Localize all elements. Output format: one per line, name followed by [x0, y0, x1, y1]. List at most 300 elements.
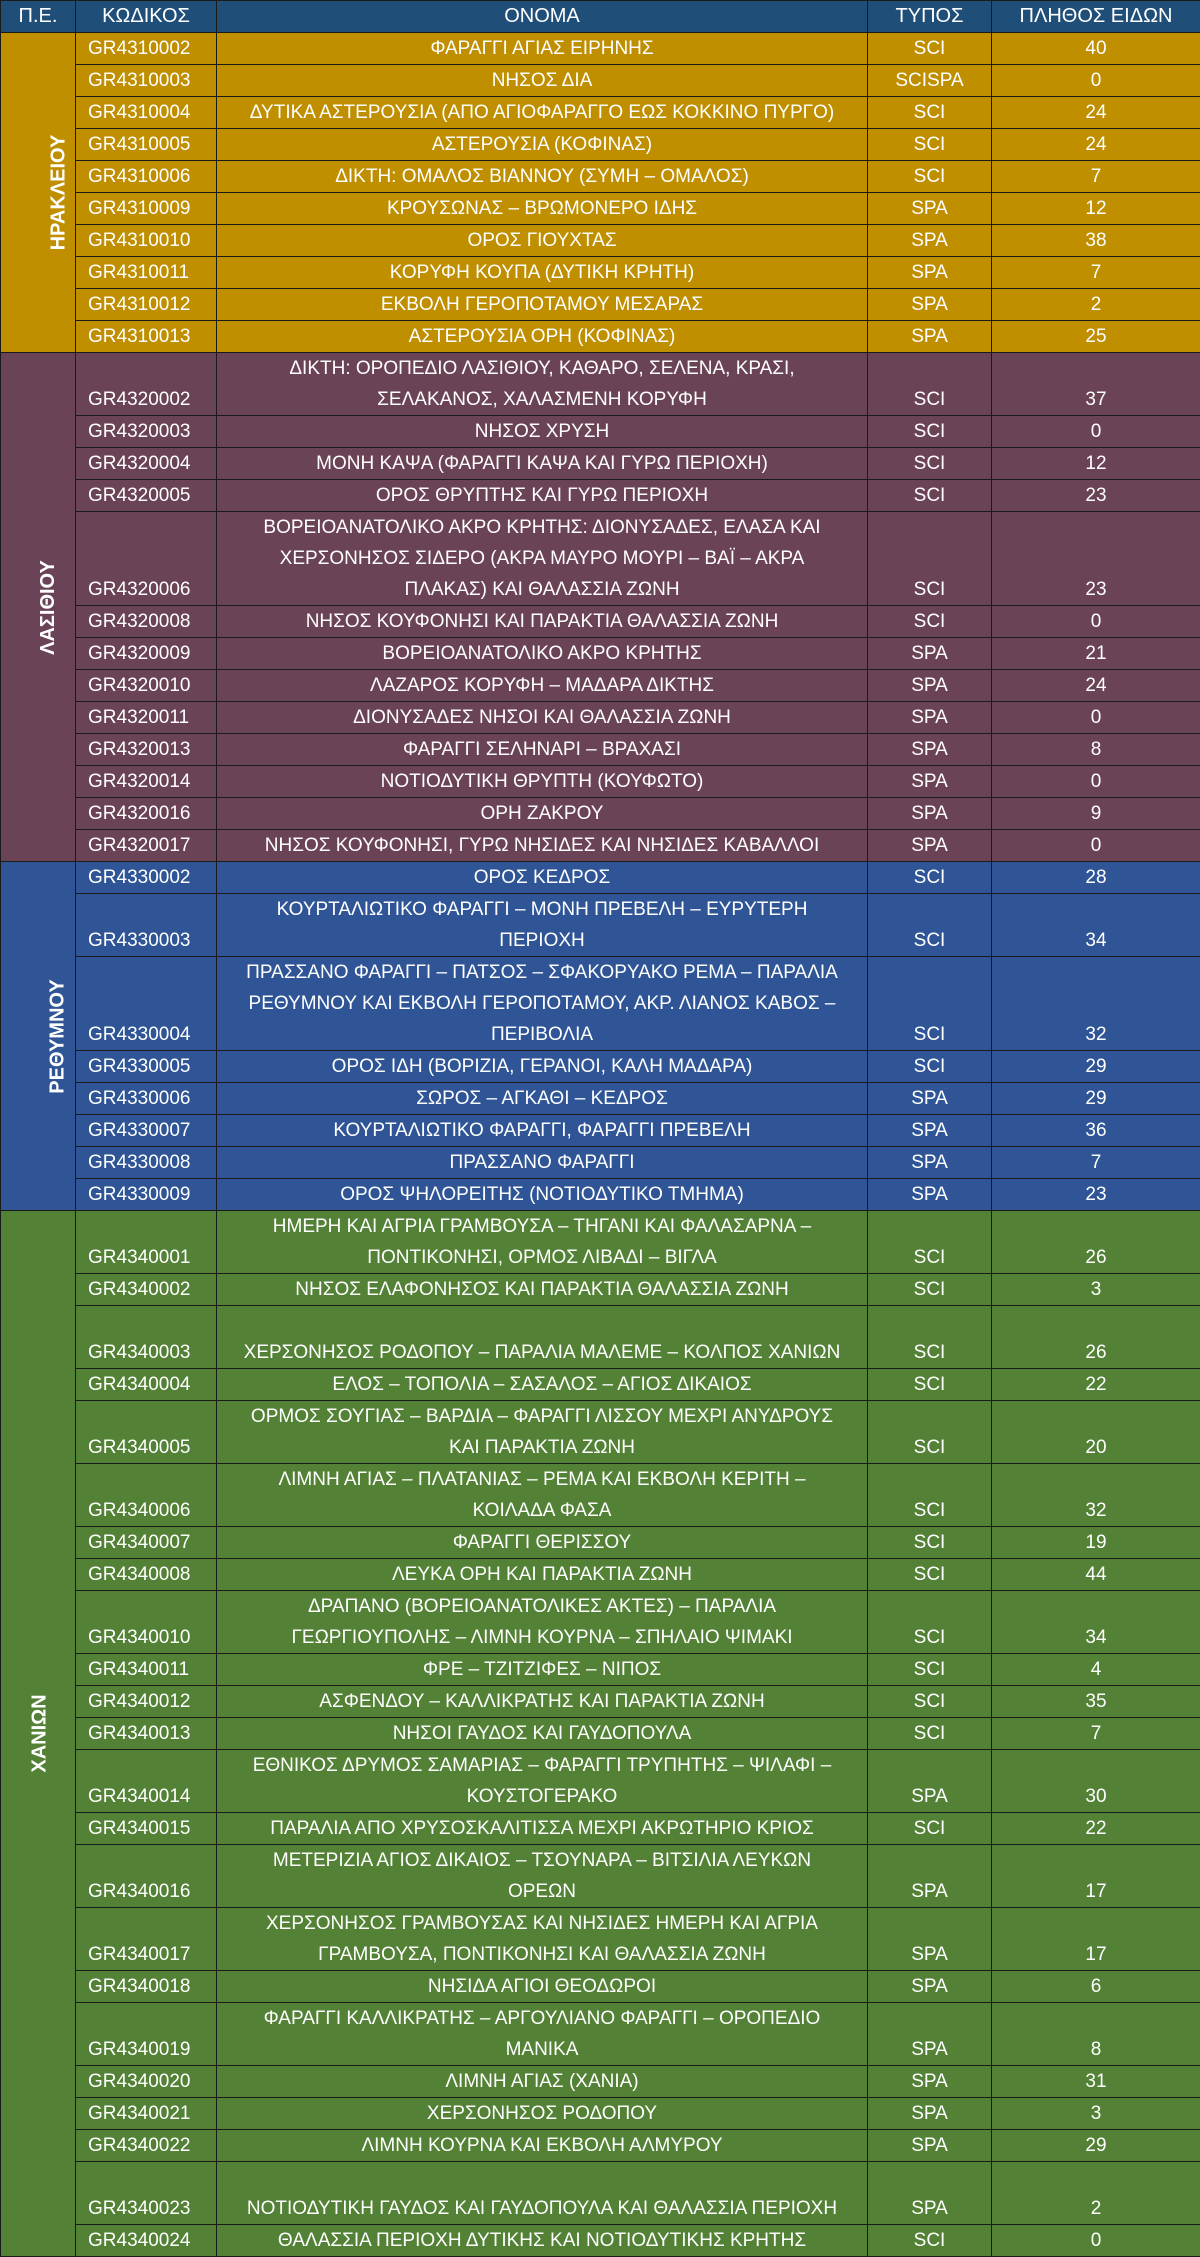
site-name: [217, 1718, 868, 1750]
site-name: [217, 2162, 868, 2225]
site-code: GR4340010: [76, 1591, 217, 1654]
site-name: [217, 1211, 868, 1274]
site-code: GR4320002: [76, 353, 217, 416]
table-row: [1, 1179, 1200, 1211]
site-type: SPA: [868, 830, 992, 862]
table-row: [1, 1686, 1200, 1718]
species-count: 23: [992, 512, 1200, 606]
site-code: GR4340014: [76, 1750, 217, 1813]
site-code: GR4310003: [76, 65, 217, 97]
species-count: 7: [992, 257, 1200, 289]
site-name-line: ΝΗΣΟΣ ΚΟΥΦΟΝΗΣΙ, ΓΥΡΩ ΝΗΣΙΔΕΣ ΚΑΙ ΝΗΣΙΔΕΣ ΚΑΒΑΛΛΟΙ: [217, 830, 867, 861]
table-row: [1, 2066, 1200, 2098]
site-code: GR4340019: [76, 2003, 217, 2066]
site-code: GR4320011: [76, 702, 217, 734]
site-name-line: ΛΙΜΝΗ ΚΟΥΡΝΑ ΚΑΙ ΕΚΒΟΛΗ ΑΛΜΥΡΟΥ: [217, 2130, 867, 2161]
table-row: [1, 1654, 1200, 1686]
table-row: [1, 1813, 1200, 1845]
site-name: [217, 1686, 868, 1718]
species-count: 25: [992, 321, 1200, 353]
site-name: [217, 193, 868, 225]
species-count: 29: [992, 1051, 1200, 1083]
site-name-line: ΚΟΥΡΤΑΛΙΩΤΙΚΟ ΦΑΡΑΓΓΙ – ΜΟΝΗ ΠΡΕΒΕΛΗ – ΕΥΡΥΤΕΡΗ: [217, 894, 867, 925]
species-count: 8: [992, 734, 1200, 766]
table-row: [1, 416, 1200, 448]
site-name-line: ΟΡΕΩΝ: [217, 1876, 867, 1907]
species-count: 7: [992, 161, 1200, 193]
site-name: [217, 1971, 868, 2003]
site-name: [217, 862, 868, 894]
site-type: SCI: [868, 1051, 992, 1083]
region-cell: [1, 353, 76, 862]
site-code: GR4330007: [76, 1115, 217, 1147]
table-row: [1, 353, 1200, 416]
site-name: [217, 606, 868, 638]
species-count: 0: [992, 702, 1200, 734]
species-count: 0: [992, 65, 1200, 97]
site-type: SPA: [868, 638, 992, 670]
header-count: ΠΛΗΘΟΣ ΕΙΔΩΝ: [992, 1, 1200, 33]
site-type: SCI: [868, 1718, 992, 1750]
site-name-line: ΠΕΡΙΟΧΗ: [217, 925, 867, 956]
species-count: 29: [992, 2130, 1200, 2162]
site-type: SCI: [868, 1464, 992, 1527]
site-type: SCI: [868, 512, 992, 606]
table-row: [1, 2225, 1200, 2257]
site-type: SPA: [868, 670, 992, 702]
site-type: SPA: [868, 1971, 992, 2003]
site-name-line: ΑΣΦΕΝΔΟΥ – ΚΑΛΛΙΚΡΑΤΗΣ ΚΑΙ ΠΑΡΑΚΤΙΑ ΖΩΝΗ: [217, 1686, 867, 1717]
site-code: GR4320003: [76, 416, 217, 448]
site-code: GR4310010: [76, 225, 217, 257]
site-name-line: ΔΙΟΝΥΣΑΔΕΣ ΝΗΣΟΙ ΚΑΙ ΘΑΛΑΣΣΙΑ ΖΩΝΗ: [217, 702, 867, 733]
species-count: 26: [992, 1211, 1200, 1274]
site-code: GR4320014: [76, 766, 217, 798]
site-name-line: ΟΡΜΟΣ ΣΟΥΓΙΑΣ – ΒΑΡΔΙΑ – ΦΑΡΑΓΓΙ ΛΙΣΣΟΥ ΜΕΧΡΙ ΑΝΥΔΡΟΥΣ: [217, 1401, 867, 1432]
site-type: SPA: [868, 2130, 992, 2162]
species-count: 32: [992, 957, 1200, 1051]
site-type: SPA: [868, 321, 992, 353]
site-name: [217, 321, 868, 353]
site-name: [217, 2066, 868, 2098]
site-code: GR4330008: [76, 1147, 217, 1179]
species-count: 4: [992, 1654, 1200, 1686]
site-name: [217, 1908, 868, 1971]
site-name: [217, 2225, 868, 2257]
site-name-line: ΝΗΣΟΣ ΧΡΥΣΗ: [217, 416, 867, 447]
site-name: [217, 2098, 868, 2130]
species-count: 2: [992, 289, 1200, 321]
site-name: [217, 353, 868, 416]
table-row: [1, 830, 1200, 862]
table-row: [1, 33, 1200, 65]
site-code: GR4340003: [76, 1306, 217, 1369]
species-count: 2: [992, 2162, 1200, 2225]
table-row: [1, 129, 1200, 161]
site-code: GR4340005: [76, 1401, 217, 1464]
species-count: 12: [992, 448, 1200, 480]
table-row: [1, 448, 1200, 480]
site-code: GR4340023: [76, 2162, 217, 2225]
species-count: 38: [992, 225, 1200, 257]
site-type: SCI: [868, 1401, 992, 1464]
site-type: SPA: [868, 798, 992, 830]
site-type: SCISPA: [868, 65, 992, 97]
site-name-line: ΦΑΡΑΓΓΙ ΚΑΛΛΙΚΡΑΤΗΣ – ΑΡΓΟΥΛΙΑΝΟ ΦΑΡΑΓΓΙ – ΟΡΟΠΕΔΙΟ: [217, 2003, 867, 2034]
site-name-line: ΠΛΑΚΑΣ) ΚΑΙ ΘΑΛΑΣΣΙΑ ΖΩΝΗ: [217, 574, 867, 605]
species-count: 26: [992, 1306, 1200, 1369]
species-count: 23: [992, 480, 1200, 512]
site-type: SCI: [868, 1591, 992, 1654]
table-row: [1, 1306, 1200, 1369]
site-code: GR4330006: [76, 1083, 217, 1115]
site-code: GR4330005: [76, 1051, 217, 1083]
site-name-line: ΔΥΤΙΚΑ ΑΣΤΕΡΟΥΣΙΑ (ΑΠΟ ΑΓΙΟΦΑΡΑΓΓΟ ΕΩΣ ΚΟΚΚΙΝΟ ΠΥΡΓΟ): [217, 97, 867, 128]
site-code: GR4340004: [76, 1369, 217, 1401]
table-row: [1, 2003, 1200, 2066]
header-name: ΟΝΟΜΑ: [217, 1, 868, 33]
species-count: 36: [992, 1115, 1200, 1147]
site-type: SCI: [868, 353, 992, 416]
site-name-line: ΟΡΗ ΖΑΚΡΟΥ: [217, 798, 867, 829]
table-row: [1, 766, 1200, 798]
species-count: 24: [992, 129, 1200, 161]
site-name-line: ΦΑΡΑΓΓΙ ΘΕΡΙΣΣΟΥ: [217, 1527, 867, 1558]
table-row: [1, 1115, 1200, 1147]
site-type: SPA: [868, 193, 992, 225]
site-name-line: ΚΟΙΛΑΔΑ ΦΑΣΑ: [217, 1495, 867, 1526]
table-row: [1, 65, 1200, 97]
site-name-line: ΠΡΑΣΣΑΝΟ ΦΑΡΑΓΓΙ: [217, 1147, 867, 1178]
site-code: GR4320006: [76, 512, 217, 606]
site-name-line: ΠΑΡΑΛΙΑ ΑΠΟ ΧΡΥΣΟΣΚΑΛΙΤΙΣΣΑ ΜΕΧΡΙ ΑΚΡΩΤΗΡΙΟ ΚΡΙΟΣ: [217, 1813, 867, 1844]
site-name-line: ΕΛΟΣ – ΤΟΠΟΛΙΑ – ΣΑΣΑΛΟΣ – ΑΓΙΟΣ ΔΙΚΑΙΟΣ: [217, 1369, 867, 1400]
species-count: 17: [992, 1845, 1200, 1908]
site-type: SCI: [868, 416, 992, 448]
site-code: GR4340016: [76, 1845, 217, 1908]
table-row: [1, 638, 1200, 670]
site-name: [217, 1179, 868, 1211]
site-name-line: ΜΟΝΗ ΚΑΨΑ (ΦΑΡΑΓΓΙ ΚΑΨΑ ΚΑΙ ΓΥΡΩ ΠΕΡΙΟΧΗ): [217, 448, 867, 479]
site-code: GR4310013: [76, 321, 217, 353]
region-label: ΛΑΣΙΘΙΟΥ: [33, 560, 64, 655]
site-name-line: ΣΕΛΑΚΑΝΟΣ, ΧΑΛΑΣΜΕΝΗ ΚΟΡΥΦΗ: [217, 384, 867, 415]
site-name-line: ΧΕΡΣΟΝΗΣΟΣ ΓΡΑΜΒΟΥΣΑΣ ΚΑΙ ΝΗΣΙΔΕΣ ΗΜΕΡΗ ΚΑΙ ΑΓΡΙΑ: [217, 1908, 867, 1939]
table-row: [1, 1147, 1200, 1179]
table-row: [1, 1750, 1200, 1813]
site-name: [217, 448, 868, 480]
site-name: [217, 1559, 868, 1591]
species-count: 22: [992, 1369, 1200, 1401]
species-count: 7: [992, 1718, 1200, 1750]
table-row: [1, 2098, 1200, 2130]
site-code: GR4340024: [76, 2225, 217, 2257]
site-code: GR4340021: [76, 2098, 217, 2130]
site-name-line: ΔΙΚΤΗ: ΟΡΟΠΕΔΙΟ ΛΑΣΙΘΙΟΥ, ΚΑΘΑΡΟ, ΣΕΛΕΝΑ, ΚΡΑΣΙ,: [217, 353, 867, 384]
site-name: [217, 2130, 868, 2162]
site-type: SCI: [868, 1559, 992, 1591]
site-name-line: ΧΕΡΣΟΝΗΣΟΣ ΡΟΔΟΠΟΥ – ΠΑΡΑΛΙΑ ΜΑΛΕΜΕ – ΚΟΛΠΟΣ ΧΑΝΙΩΝ: [217, 1337, 867, 1368]
site-name: [217, 957, 868, 1051]
site-code: GR4340018: [76, 1971, 217, 2003]
site-code: GR4340017: [76, 1908, 217, 1971]
table-row: [1, 670, 1200, 702]
site-name-line: ΦΑΡΑΓΓΙ ΑΓΙΑΣ ΕΙΡΗΝΗΣ: [217, 33, 867, 64]
site-name-line: ΝΟΤΙΟΔΥΤΙΚΗ ΘΡΥΠΤΗ (ΚΟΥΦΩΤΟ): [217, 766, 867, 797]
site-name-line: ΛΕΥΚΑ ΟΡΗ ΚΑΙ ΠΑΡΑΚΤΙΑ ΖΩΝΗ: [217, 1559, 867, 1590]
site-code: GR4320013: [76, 734, 217, 766]
site-type: SCI: [868, 129, 992, 161]
site-name: [217, 1115, 868, 1147]
header-type: ΤΥΠΟΣ: [868, 1, 992, 33]
site-name-line: ΝΗΣΟΣ ΔΙΑ: [217, 65, 867, 96]
site-type: SCI: [868, 1211, 992, 1274]
site-code: GR4340015: [76, 1813, 217, 1845]
site-name-line: ΟΡΟΣ ΨΗΛΟΡΕΙΤΗΣ (ΝΟΤΙΟΔΥΤΙΚΟ ΤΜΗΜΑ): [217, 1179, 867, 1210]
species-count: 35: [992, 1686, 1200, 1718]
table-row: [1, 1464, 1200, 1527]
site-name-line: ΛΙΜΝΗ ΑΓΙΑΣ (ΧΑΝΙΑ): [217, 2066, 867, 2097]
table-row: [1, 321, 1200, 353]
site-code: GR4320017: [76, 830, 217, 862]
header-pe: Π.Ε.: [1, 1, 76, 33]
site-type: SCI: [868, 957, 992, 1051]
site-name-line: ΟΡΟΣ ΙΔΗ (ΒΟΡΙΖΙΑ, ΓΕΡΑΝΟΙ, ΚΑΛΗ ΜΑΔΑΡΑ): [217, 1051, 867, 1082]
site-code: GR4310004: [76, 97, 217, 129]
site-type: SPA: [868, 1908, 992, 1971]
species-count: 21: [992, 638, 1200, 670]
site-type: SCI: [868, 1527, 992, 1559]
header-code: ΚΩΔΙΚΟΣ: [76, 1, 217, 33]
species-count: 19: [992, 1527, 1200, 1559]
site-name: [217, 1813, 868, 1845]
site-type: SCI: [868, 1813, 992, 1845]
table-row: [1, 97, 1200, 129]
site-type: SCI: [868, 448, 992, 480]
site-name-line: ΝΗΣΟΣ ΕΛΑΦΟΝΗΣΟΣ ΚΑΙ ΠΑΡΑΚΤΙΑ ΘΑΛΑΣΣΙΑ ΖΩΝΗ: [217, 1274, 867, 1305]
site-name-line: ΔΙΚΤΗ: ΟΜΑΛΟΣ ΒΙΑΝΝΟΥ (ΣΥΜΗ – ΟΜΑΛΟΣ): [217, 161, 867, 192]
site-code: GR4310012: [76, 289, 217, 321]
site-code: GR4310011: [76, 257, 217, 289]
species-count: 7: [992, 1147, 1200, 1179]
site-name-line: ΡΕΘΥΜΝΟΥ ΚΑΙ ΕΚΒΟΛΗ ΓΕΡΟΠΟΤΑΜΟΥ, ΑΚΡ. ΛΙΑΝΟΣ ΚΑΒΟΣ –: [217, 988, 867, 1019]
site-name: [217, 2003, 868, 2066]
site-type: SPA: [868, 1750, 992, 1813]
site-type: SPA: [868, 2162, 992, 2225]
site-type: SPA: [868, 1083, 992, 1115]
species-count: 31: [992, 2066, 1200, 2098]
site-name-line: ΝΗΣΙΔΑ ΑΓΙΟΙ ΘΕΟΔΩΡΟΙ: [217, 1971, 867, 2002]
site-type: SCI: [868, 894, 992, 957]
table-row: [1, 702, 1200, 734]
region-cell: [1, 33, 76, 353]
table-row: [1, 1401, 1200, 1464]
region-label: ΡΕΘΥΜΝΟΥ: [43, 979, 74, 1093]
site-type: SCI: [868, 1654, 992, 1686]
site-name: [217, 1274, 868, 1306]
species-count: 24: [992, 670, 1200, 702]
site-name-line: ΓΡΑΜΒΟΥΣΑ, ΠΟΝΤΙΚΟΝΗΣΙ ΚΑΙ ΘΑΛΑΣΣΙΑ ΖΩΝΗ: [217, 1939, 867, 1970]
site-name-line: ΦΑΡΑΓΓΙ ΣΕΛΗΝΑΡΙ – ΒΡΑΧΑΣΙ: [217, 734, 867, 765]
site-code: GR4310002: [76, 33, 217, 65]
site-name-line: ΝΗΣΟΣ ΚΟΥΦΟΝΗΣΙ ΚΑΙ ΠΑΡΑΚΤΙΑ ΘΑΛΑΣΣΙΑ ΖΩΝΗ: [217, 606, 867, 637]
site-type: SCI: [868, 606, 992, 638]
table-row: [1, 606, 1200, 638]
site-type: SPA: [868, 2003, 992, 2066]
site-code: GR4330009: [76, 1179, 217, 1211]
site-type: SPA: [868, 1845, 992, 1908]
site-type: SCI: [868, 862, 992, 894]
table-row: [1, 798, 1200, 830]
table-row: [1, 1527, 1200, 1559]
site-name: [217, 416, 868, 448]
site-name: [217, 830, 868, 862]
site-name: [217, 1464, 868, 1527]
site-code: GR4320005: [76, 480, 217, 512]
site-name: [217, 129, 868, 161]
site-code: GR4330003: [76, 894, 217, 957]
site-name-line: ΜΕΤΕΡΙΖΙΑ ΑΓΙΟΣ ΔΙΚΑΙΟΣ – ΤΣΟΥΝΑΡΑ – ΒΙΤΣΙΛΙΑ ΛΕΥΚΩΝ: [217, 1845, 867, 1876]
table-row: [1, 2130, 1200, 2162]
table-row: [1, 193, 1200, 225]
site-name-line: ΟΡΟΣ ΚΕΔΡΟΣ: [217, 862, 867, 893]
site-name: [217, 480, 868, 512]
site-type: SPA: [868, 1115, 992, 1147]
table-row: [1, 2162, 1200, 2225]
site-code: GR4340022: [76, 2130, 217, 2162]
species-count: 12: [992, 193, 1200, 225]
species-count: 0: [992, 606, 1200, 638]
site-name-line: ΟΡΟΣ ΘΡΥΠΤΗΣ ΚΑΙ ΓΥΡΩ ΠΕΡΙΟΧΗ: [217, 480, 867, 511]
site-name-line: ΛΑΖΑΡΟΣ ΚΟΡΥΦΗ – ΜΑΔΑΡΑ ΔΙΚΤΗΣ: [217, 670, 867, 701]
site-name-line: ΠΡΑΣΣΑΝΟ ΦΑΡΑΓΓΙ – ΠΑΤΣΟΣ – ΣΦΑΚΟΡΥΑΚΟ ΡΕΜΑ – ΠΑΡΑΛΙΑ: [217, 957, 867, 988]
site-name-line: ΣΩΡΟΣ – ΑΓΚΑΘΙ – ΚΕΔΡΟΣ: [217, 1083, 867, 1114]
species-count: 6: [992, 1971, 1200, 2003]
species-count: 8: [992, 2003, 1200, 2066]
site-name: [217, 1401, 868, 1464]
site-name-line: ΒΟΡΕΙΟΑΝΑΤΟΛΙΚΟ ΑΚΡΟ ΚΡΗΤΗΣ: ΔΙΟΝΥΣΑΔΕΣ, ΕΛΑΣΑ ΚΑΙ: [217, 512, 867, 543]
species-count: 23: [992, 1179, 1200, 1211]
species-count: 0: [992, 2225, 1200, 2257]
table-row: [1, 1274, 1200, 1306]
site-name: [217, 766, 868, 798]
site-type: SPA: [868, 257, 992, 289]
site-name-line: ΚΑΙ ΠΑΡΑΚΤΙΑ ΖΩΝΗ: [217, 1432, 867, 1463]
site-name-line: ΔΡΑΠΑΝΟ (ΒΟΡΕΙΟΑΝΑΤΟΛΙΚΕΣ ΑΚΤΕΣ) – ΠΑΡΑΛΙΑ: [217, 1591, 867, 1622]
region-label: ΗΡΑΚΛΕΙΟΥ: [43, 135, 74, 251]
species-count: 28: [992, 862, 1200, 894]
site-type: SPA: [868, 2066, 992, 2098]
site-name-line: ΗΜΕΡΗ ΚΑΙ ΑΓΡΙΑ ΓΡΑΜΒΟΥΣΑ – ΤΗΓΑΝΙ ΚΑΙ ΦΑΛΑΣΑΡΝΑ –: [217, 1211, 867, 1242]
site-code: GR4320016: [76, 798, 217, 830]
site-type: SPA: [868, 2098, 992, 2130]
site-code: GR4340001: [76, 1211, 217, 1274]
table-row: [1, 734, 1200, 766]
site-name: [217, 670, 868, 702]
table-row: [1, 894, 1200, 957]
site-name: [217, 1083, 868, 1115]
table-row: [1, 1908, 1200, 1971]
table-row: [1, 289, 1200, 321]
site-name-line: ΠΟΝΤΙΚΟΝΗΣΙ, ΟΡΜΟΣ ΛΙΒΑΔΙ – ΒΙΓΛΑ: [217, 1242, 867, 1273]
site-name: [217, 702, 868, 734]
site-code: GR4340002: [76, 1274, 217, 1306]
site-code: GR4340020: [76, 2066, 217, 2098]
species-count: 9: [992, 798, 1200, 830]
site-code: GR4320010: [76, 670, 217, 702]
site-name-line: ΧΕΡΣΟΝΗΣΟΣ ΡΟΔΟΠΟΥ: [217, 2098, 867, 2129]
site-code: GR4320004: [76, 448, 217, 480]
site-name: [217, 225, 868, 257]
site-name: [217, 161, 868, 193]
table-body: [1, 33, 1200, 2257]
header-row: [1, 1, 1200, 33]
site-name: [217, 512, 868, 606]
site-name-line: ΦΡΕ – ΤΖΙΤΖΙΦΕΣ – ΝΙΠΟΣ: [217, 1654, 867, 1685]
site-name-line: ΜΑΝΙΚΑ: [217, 2034, 867, 2065]
site-name-line: ΒΟΡΕΙΟΑΝΑΤΟΛΙΚΟ ΑΚΡΟ ΚΡΗΤΗΣ: [217, 638, 867, 669]
region-cell: [1, 1211, 76, 2257]
site-type: SCI: [868, 1306, 992, 1369]
site-type: SPA: [868, 225, 992, 257]
site-name: [217, 257, 868, 289]
site-type: SPA: [868, 766, 992, 798]
site-name-line: ΛΙΜΝΗ ΑΓΙΑΣ – ΠΛΑΤΑΝΙΑΣ – ΡΕΜΑ ΚΑΙ ΕΚΒΟΛΗ ΚΕΡΙΤΗ –: [217, 1464, 867, 1495]
site-name-line: ΚΡΟΥΣΩΝΑΣ – ΒΡΩΜΟΝΕΡΟ ΙΔΗΣ: [217, 193, 867, 224]
site-name-line: ΕΘΝΙΚΟΣ ΔΡΥΜΟΣ ΣΑΜΑΡΙΑΣ – ΦΑΡΑΓΓΙ ΤΡΥΠΗΤΗΣ – ΨΙΛΑΦΙ –: [217, 1750, 867, 1781]
site-name: [217, 638, 868, 670]
site-name: [217, 1051, 868, 1083]
species-count: 22: [992, 1813, 1200, 1845]
site-code: GR4340011: [76, 1654, 217, 1686]
table-row: [1, 257, 1200, 289]
site-type: SPA: [868, 702, 992, 734]
species-count: 3: [992, 2098, 1200, 2130]
site-name-line: ΑΣΤΕΡΟΥΣΙΑ ΟΡΗ (ΚΟΦΙΝΑΣ): [217, 321, 867, 352]
site-type: SCI: [868, 161, 992, 193]
site-name: [217, 1750, 868, 1813]
site-type: SCI: [868, 480, 992, 512]
site-code: GR4330004: [76, 957, 217, 1051]
site-name: [217, 1527, 868, 1559]
site-code: GR4340012: [76, 1686, 217, 1718]
site-name-line: ΕΚΒΟΛΗ ΓΕΡΟΠΟΤΑΜΟΥ ΜΕΣΑΡΑΣ: [217, 289, 867, 320]
site-name: [217, 97, 868, 129]
site-name: [217, 798, 868, 830]
species-count: 40: [992, 33, 1200, 65]
species-count: 32: [992, 1464, 1200, 1527]
site-name: [217, 1306, 868, 1369]
site-type: SCI: [868, 97, 992, 129]
site-name-line: ΘΑΛΑΣΣΙΑ ΠΕΡΙΟΧΗ ΔΥΤΙΚΗΣ ΚΑΙ ΝΟΤΙΟΔΥΤΙΚΗΣ ΚΡΗΤΗΣ: [217, 2225, 867, 2256]
site-code: GR4310006: [76, 161, 217, 193]
site-name: [217, 1369, 868, 1401]
species-count: 0: [992, 766, 1200, 798]
species-count: 34: [992, 894, 1200, 957]
site-code: GR4340013: [76, 1718, 217, 1750]
species-count: 34: [992, 1591, 1200, 1654]
site-code: GR4340006: [76, 1464, 217, 1527]
table-row: [1, 225, 1200, 257]
site-type: SPA: [868, 1147, 992, 1179]
site-name-line: ΟΡΟΣ ΓΙΟΥΧΤΑΣ: [217, 225, 867, 256]
species-count: 20: [992, 1401, 1200, 1464]
species-count: 24: [992, 97, 1200, 129]
region-label: ΧΑΝΙΩΝ: [25, 1694, 56, 1772]
site-name-line: ΠΕΡΙΒΟΛΙΑ: [217, 1019, 867, 1050]
site-name: [217, 65, 868, 97]
site-name-line: ΚΟΡΥΦΗ ΚΟΥΠΑ (ΔΥΤΙΚΗ ΚΡΗΤΗ): [217, 257, 867, 288]
